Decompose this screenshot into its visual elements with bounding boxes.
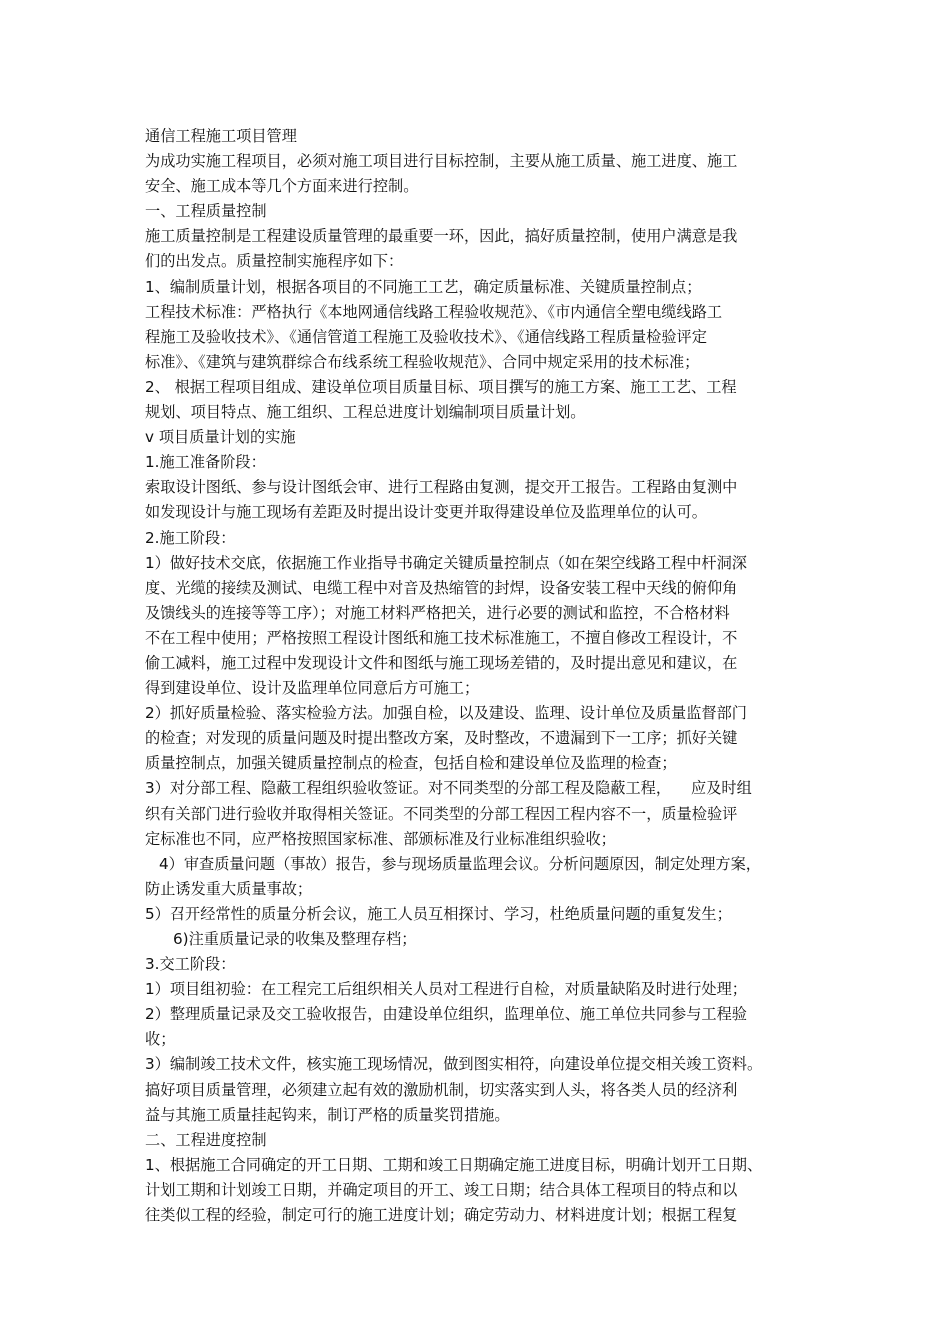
doc-line: 不在工程中使用；严格按照工程设计图纸和施工技术标准施工，不擅自修改工程设计，不 [145, 628, 738, 647]
doc-line: 标准》、《建筑与建筑群综合布线系统工程验收规范》、合同中规定采用的技术标准； [145, 352, 700, 371]
doc-line [145, 776, 817, 801]
doc-line: 的检查；对发现的质量问题及时提出整改方案，及时整改，不遗漏到下一工序；抓好关键 [145, 729, 738, 748]
section-heading: 一、工程质量控制 [145, 202, 267, 221]
doc-line: 施工质量控制是工程建设质量管理的最重要一环，因此，搞好质量控制，使用户满意是我 [145, 227, 738, 246]
doc-line: 工程技术标准：严格执行《本地网通信线路工程验收规范》、《市内通信全塑电缆线路工 [145, 302, 723, 321]
doc-line: 往类似工程的经验，制定可行的施工进度计划；确定劳动力、材料进度计划；根据工程复 [145, 1206, 738, 1225]
doc-line: 搞好项目质量管理，必须建立起有效的激励机制，切实落实到人头，将各类人员的经济利 [145, 1080, 738, 1099]
doc-line: 6)注重质量记录的收集及整理存档； [173, 930, 417, 948]
doc-line: 4）审查质量问题（事故）报告，参与现场质量监理会议。分析问题原因，制定处理方案， [159, 854, 761, 873]
doc-line: 定标准也不同，应严格按照国家标准、部颁标准及行业标准组织验收； [145, 829, 616, 848]
doc-title: 通信工程施工项目管理 [145, 127, 297, 145]
doc-line: 安全、施工成本等几个方面来进行控制。 [145, 177, 419, 196]
doc-line: 得到建设单位、设计及监理单位同意后方可施工； [145, 679, 480, 698]
doc-line: 1、编制质量计划，根据各项目的不同施工工艺，确定质量标准、关键质量控制点； [145, 277, 702, 296]
doc-line: 1）做好技术交底，依据施工作业指导书确定关键质量控制点（如在架空线路工程中杆洞深 [145, 553, 747, 572]
doc-line: 为成功实施工程项目，必须对施工项目进行目标控制，主要从施工质量、施工进度、施工 [145, 152, 738, 171]
doc-line: 质量控制点，加强关键质量控制点的检查，包括自检和建设单位及监理的检查； [145, 754, 677, 773]
doc-line: 如发现设计与施工现场有差距及时提出设计变更并取得建设单位及监理单位的认可。 [145, 503, 707, 522]
subheading: 3.交工阶段： [145, 955, 236, 974]
doc-line-tail: 应及时组 [691, 779, 752, 798]
subheading: v 项目质量计划的实施 [145, 428, 296, 447]
doc-line: 度、光缆的接续及测试、电缆工程中对音及热缩管的封焊，设备安装工程中天线的俯仰角 [145, 578, 738, 597]
doc-line: 织有关部门进行验收并取得相关签证。不同类型的分部工程因工程内容不一，质量检验评 [145, 804, 738, 823]
subheading: 1.施工准备阶段： [145, 453, 266, 472]
doc-line: 1）项目组初验：在工程完工后组织相关人员对工程进行自检，对质量缺陷及时进行处理； [145, 980, 747, 999]
doc-line: 偷工减料，施工过程中发现设计文件和图纸与施工现场差错的，及时提出意见和建议，在 [145, 653, 738, 672]
doc-line: 2）抓好质量检验、落实检验方法。加强自检，以及建设、监理、设计单位及质量监督部门 [145, 704, 747, 723]
document-page [145, 124, 817, 1228]
doc-line: 1、根据施工合同确定的开工日期、工期和竣工日期确定施工进度目标，明确计划开工日期、 [145, 1155, 763, 1174]
doc-line: 及馈线头的连接等等工序）；对施工材料严格把关，进行必要的测试和监控，不合格材料 [145, 603, 730, 622]
section-heading: 二、工程进度控制 [145, 1130, 267, 1149]
doc-line: 2）整理质量记录及交工验收报告，由建设单位组织，监理单位、施工单位共同参与工程验 [145, 1005, 747, 1024]
doc-line: 收； [145, 1030, 176, 1049]
doc-line: 规划、项目特点、施工组织、工程总进度计划编制项目质量计划。 [145, 403, 586, 422]
doc-line: 们的出发点。质量控制实施程序如下： [145, 252, 404, 271]
doc-line: 2、 根据工程项目组成、建设单位项目质量目标、项目撰写的施工方案、施工工艺、工程 [145, 377, 737, 396]
subheading: 2.施工阶段： [145, 528, 236, 547]
doc-line: 3）编制竣工技术文件，核实施工现场情况，做到图实相符，向建设单位提交相关竣工资料。 [145, 1055, 763, 1074]
doc-line: 索取设计图纸、参与设计图纸会审、进行工程路由复测，提交开工报告。工程路由复测中 [145, 478, 738, 497]
doc-line: 5）召开经常性的质量分析会议，施工人员互相探讨、学习，杜绝质量问题的重复发生； [145, 904, 732, 923]
doc-line: 计划工期和计划竣工日期，并确定项目的开工、竣工日期；结合具体工程项目的特点和以 [145, 1180, 738, 1199]
doc-line: 防止诱发重大质量事故； [145, 879, 313, 898]
doc-line: 程施工及验收技术》、《通信管道工程施工及验收技术》、《通信线路工程质量检验评定 [145, 327, 707, 346]
doc-line-head: 3）对分部工程、隐蔽工程组织验收签证。对不同类型的分部工程及隐蔽工程， [145, 779, 672, 798]
doc-line: 益与其施工质量挂起钩来，制订严格的质量奖罚措施。 [145, 1105, 510, 1124]
